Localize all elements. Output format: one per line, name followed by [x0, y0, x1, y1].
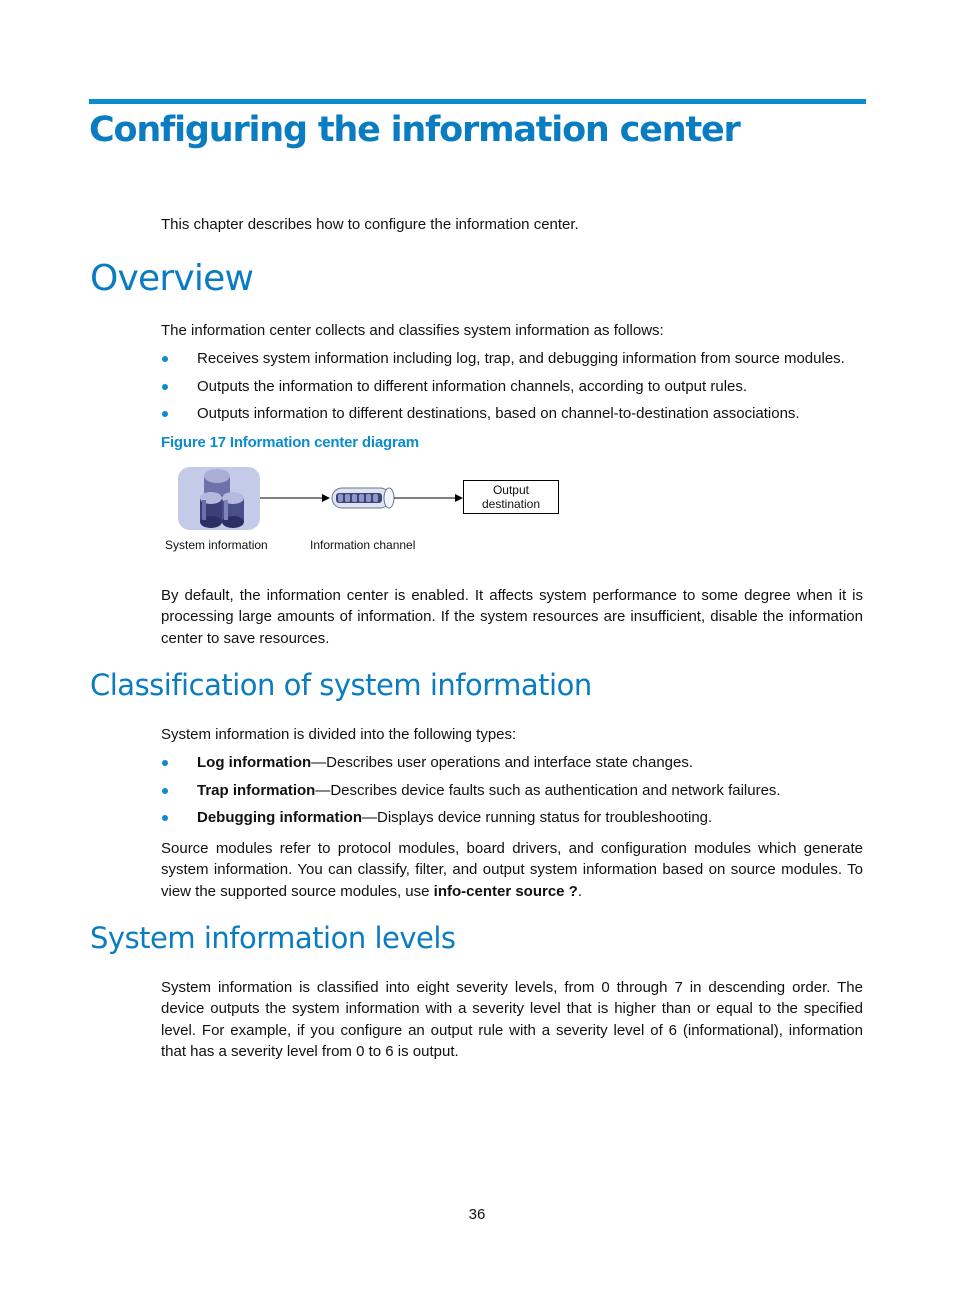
bullet-icon	[162, 788, 168, 794]
list-item: Debugging information—Displays device running status for troubleshooting.	[161, 804, 863, 832]
database-cylinders-icon	[178, 467, 260, 530]
chapter-rule	[89, 99, 866, 104]
bullet-icon	[162, 815, 168, 821]
classification-list	[161, 749, 863, 832]
chapter-intro: This chapter describes how to configure the information center.	[161, 216, 579, 233]
output-destination-line2: destination	[481, 497, 541, 511]
output-destination-box	[463, 480, 559, 514]
list-item: Outputs the information to different information channels, according to output rules.	[161, 373, 863, 401]
bullet-icon	[162, 760, 168, 766]
overview-bullet-list	[161, 345, 863, 428]
chapter-title: Configuring the information center	[89, 110, 740, 150]
overview-paragraph: By default, the information center is enabled. It affects system performance to some degree when it is processing large amounts of information. If the system resources are insufficient, disable the information center to save resources.	[161, 587, 863, 647]
classification-paragraph: Source modules refer to protocol modules, board drivers, and configuration modules which generate system information. You can classify, filter, and output system information based on source modules. To view the supported source modules, use info-center source ?.	[161, 840, 863, 900]
levels-heading: System information levels	[90, 921, 456, 955]
list-item: Outputs information to different destinations, based on channel-to-destination associations.	[161, 400, 863, 428]
classification-heading: Classification of system information	[90, 668, 592, 702]
system-information-label: System information	[165, 538, 268, 552]
bullet-icon	[162, 411, 168, 417]
list-item: Log information—Describes user operations and interface state changes.	[161, 749, 863, 777]
overview-intro: The information center collects and classifies system information as follows:	[161, 322, 664, 339]
output-destination-line1: Output	[492, 483, 529, 497]
levels-paragraph: System information is classified into eight severity levels, from 0 through 7 in descending order. The device outputs the system information with a severity level that is higher than or equal to the specified level. For example, if you configure an output rule with a severity level of 6 (informational), information that has a severity level from 0 to 6 is output.	[161, 979, 863, 1060]
channel-pipe-icon	[332, 488, 394, 508]
command-text: info-center source ?	[433, 882, 578, 900]
overview-heading: Overview	[90, 258, 254, 299]
information-center-diagram	[160, 462, 580, 562]
figure-caption: Figure 17 Information center diagram	[161, 434, 419, 451]
page-number: 36	[468, 1206, 486, 1223]
classification-intro: System information is divided into the following types:	[161, 726, 517, 743]
information-channel-label: Information channel	[310, 538, 416, 552]
list-item: Receives system information including log, trap, and debugging information from source modules.	[161, 345, 863, 373]
list-item: Trap information—Describes device faults such as authentication and network failures.	[161, 777, 863, 805]
bullet-icon	[162, 356, 168, 362]
bullet-icon	[162, 384, 168, 390]
